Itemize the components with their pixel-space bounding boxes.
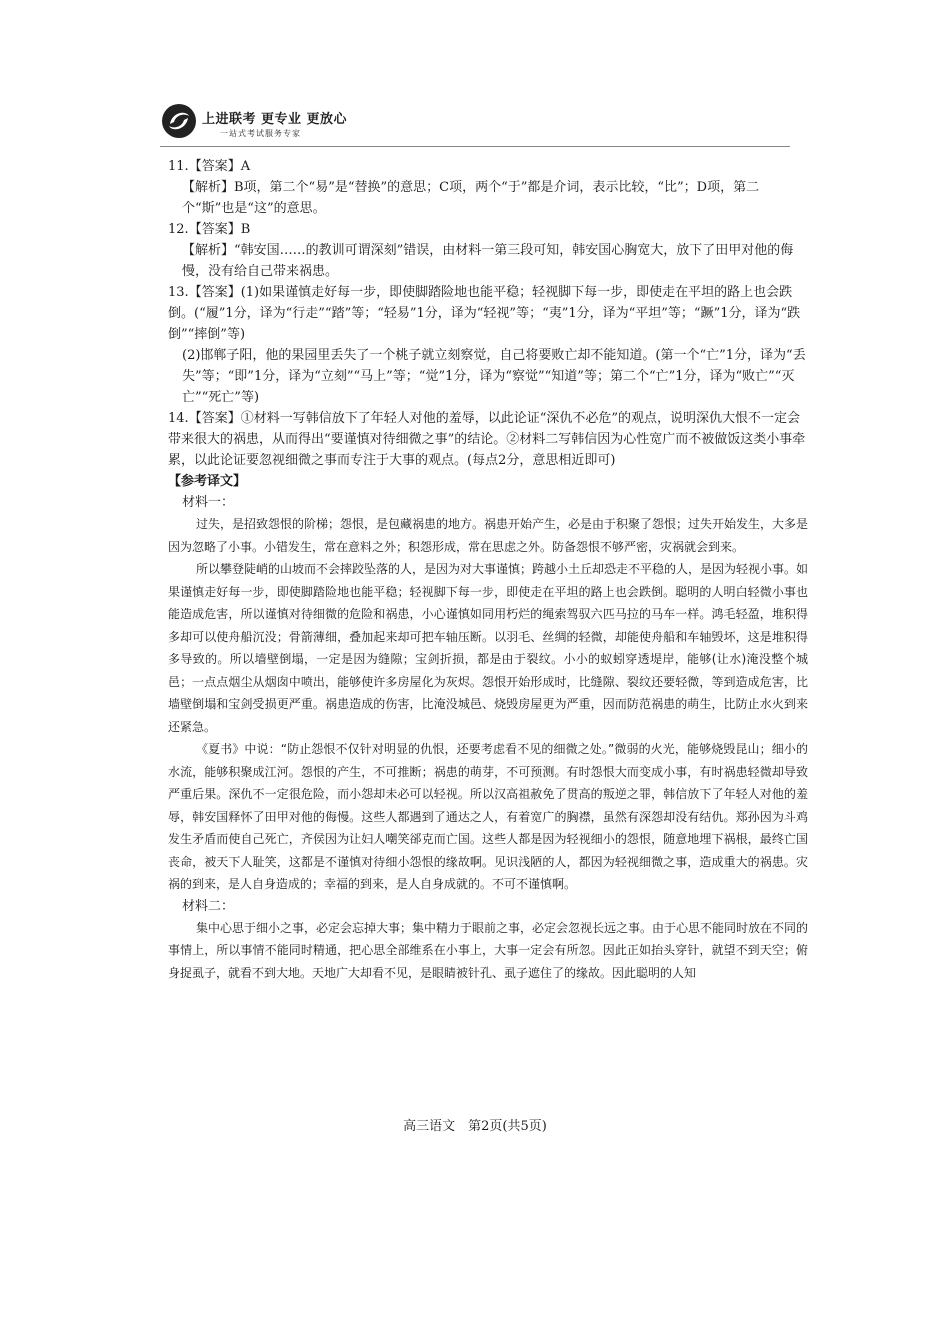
material-1-paragraph: 《夏书》中说：“防止怨恨不仅针对明显的仇恨，还要考虑看不见的细微之处。”微弱的火光，能够烧毁昆山；细小的水流，能够积聚成江河。怨恨的产生，不可推断；祸患的萌芽，不可预测。有时怨恨大而变成小事，有时祸患轻微却导致严重后果。深仇不一定很危险，而小怨却未必可以轻视。所以汉高祖赦免了贯高的叛逆之罪，韩信放下了年轻人对他的羞辱，韩安国释怀了田甲对他的侮慢。这些人都遇到了通达之人，有着宽广的胸襟，虽然有深怨却没有结仇。郑孙因为斗鸡发生矛盾而使自己死亡，齐侯因为让妇人嘲笑郤克而亡国。这些人都是因为轻视细小的怨恨，随意地埋下祸根，最终亡国丧命，被天下人耻笑，这都是不谨慎对待细小怨恨的缘故啊。见识浅陋的人，都因为轻视细微之事，造成重大的祸患。灾祸的到来，是人自身造成的；幸福的到来，是人自身成就的。不可不谨慎啊。 <box>168 742 808 891</box>
answer-item-14 <box>168 408 808 471</box>
question-number: 13. <box>168 285 189 300</box>
brand-subtitle: 一站式考试服务专家 <box>220 129 301 138</box>
answer-text: 【答案】①材料一写韩信放下了年轻人对他的羞辱，以此论证“深仇不必危”的观点，说明深仇大恨不一定会带来很大的祸患，从而得出“要谨慎对待细微之事”的结论。②材料二写韩信因为心性宽广而不被做饭这类小事牵累，以此论证要忽视细微之事而专注于大事的观点。(每点2分，意思相近即可) <box>168 411 806 468</box>
question-number: 14. <box>168 411 189 426</box>
translation-title: 【参考译文】 <box>168 474 247 489</box>
material-1-paragraph: 过失，是招致怨恨的阶梯；怨恨，是包藏祸患的地方。祸患开始产生，必是由于积聚了怨恨；过失开始发生，大多是因为忽略了小事。小错发生，常在意料之外；积怨形成，常在思虑之外。防备怨恨不够严密，灾祸就会到来。 <box>168 517 809 554</box>
answer-item-13 <box>168 282 808 408</box>
header-divider <box>160 146 790 147</box>
answer-item-11 <box>168 156 808 219</box>
question-number: 11. <box>168 159 189 174</box>
analysis-text: 【解析】B项，第二个“易”是“替换”的意思；C项，两个“于”都是介词，表示比较，“比”；D项，第二个“斯”也是“这”的意思。 <box>182 180 760 216</box>
material-1-paragraph: 所以攀登陡峭的山坡而不会摔跤坠落的人，是因为对大事谨慎；跨越小土丘却恐走不平稳的人，是因为轻视小事。如果谨慎走好每一步，即使脚踏险地也能平稳；轻视脚下每一步，即使走在平坦的路上也会跌倒。聪明的人明白轻微小事也能造成危害，所以谨慎对待细微的危险和祸患，小心谨慎如同用朽烂的绳索驾驭六匹马拉的马车一样。鸿毛轻盈，堆积得多却可以使舟船沉没；骨箭薄细，叠加起来却可把车轴压断。以羽毛、丝绸的轻微，却能使舟船和车轴毁坏，这是堆积得多导致的。所以墙壁倒塌，一定是因为缝隙；宝剑折损，都是由于裂纹。小小的蚁蚓穿透堤岸，能够(让水)淹没整个城邑；一点点烟尘从烟囱中喷出，能够使许多房屋化为灰烬。怨恨开始形成时，比缝隙、裂纹还要轻微，等到造成危害，比墙壁倒塌和宝剑受损更严重。祸患造成的伤害，比淹没城邑、烧毁房屋更为严重，因而防范祸患的萌生，比防止水火到来还紧急。 <box>168 562 809 734</box>
material-1-label: 材料一： <box>182 495 235 510</box>
question-number: 12. <box>168 222 189 237</box>
brand-logo-icon <box>160 102 198 140</box>
answer-part-2: (2)邯郸子阳，他的果园里丢失了一个桃子就立刻察觉，自己将要败亡却不能知道。(第一个“亡”1分，译为“丢失”等；“即”1分，译为“立刻”“马上”等；“觉”1分，译为“察觉”“知道”等；第二个“亡”1分，译为“败亡”“灭亡”“死亡”等) <box>182 348 806 405</box>
answer-text: 【答案】A <box>188 159 251 174</box>
header-logo <box>160 102 360 148</box>
material-2-label: 材料二： <box>182 898 235 914</box>
answer-item-12 <box>168 219 808 282</box>
answer-text: 【答案】(1)如果谨慎走好每一步，即使脚踏险地也能平稳；轻视脚下每一步，即使走在平坦的路上也会跌倒。(“履”1分，译为“行走”“踏”等；“轻易”1分，译为“轻视”等；“夷”1分，译为“平坦”等；“蹶”1分，译为“跌倒”“摔倒”等) <box>168 285 801 342</box>
material-2-paragraph: 集中心思于细小之事，必定会忘掉大事；集中精力于眼前之事，必定会忽视长远之事。由于心思不能同时放在不同的事情上，所以事情不能同时精通，把心思全部维系在小事上，大事一定会有所忽。因此正如抬头穿针，就望不到天空；俯身捉虱子，就看不到大地。天地广大却看不见，是眼睛被针孔、虱子遮住了的缘故。因此聪明的人知 <box>168 920 809 980</box>
answer-text: 【答案】B <box>188 222 251 237</box>
answer-content <box>168 156 808 984</box>
analysis-text: 【解析】“韩安国……的教训可谓深刻”错误，由材料一第三段可知，韩安国心胸宽大，放下了田甲对他的侮慢，没有给自己带来祸患。 <box>182 243 794 279</box>
brand-slogan: 上进联考 更专业 更放心 <box>202 112 348 127</box>
page-footer: 高三语文 第2页(共5页) <box>403 1119 547 1134</box>
